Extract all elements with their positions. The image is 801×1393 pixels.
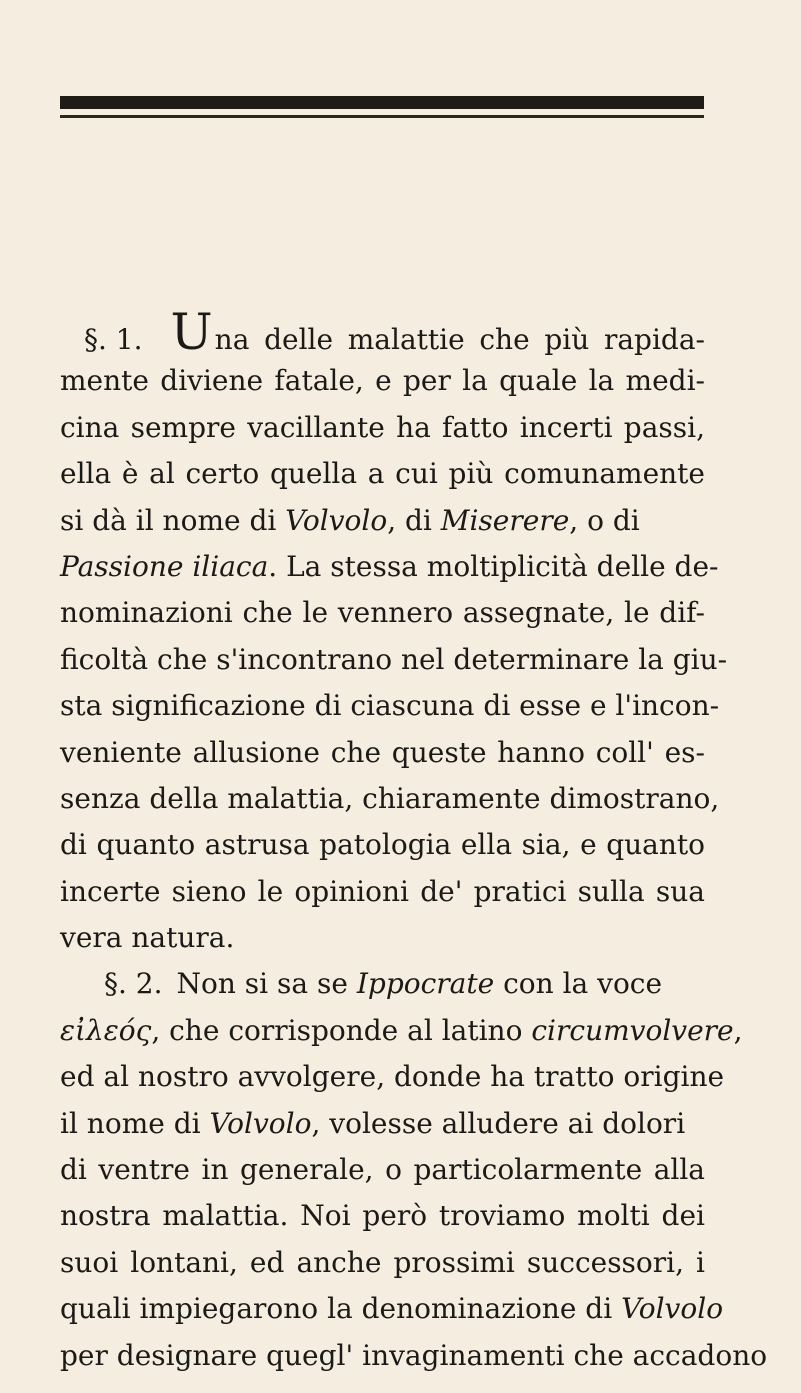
- line-text: quali impiegarono la denominazione di: [60, 1292, 622, 1326]
- line-text: ella è al certo quella a cui più comunamente: [60, 457, 705, 491]
- line-text: , volesse alludere ai dolori: [311, 1106, 686, 1140]
- text-line: [60, 303, 705, 361]
- line-text: veniente allusione che queste hanno coll' es-: [60, 735, 705, 769]
- line-text: senza della malattia, chiaramente dimostrano,: [60, 781, 720, 815]
- text-line: [60, 1333, 768, 1379]
- text-line: [60, 1008, 743, 1054]
- italic-term: Volvolo: [621, 1292, 724, 1326]
- text-line: [60, 869, 705, 915]
- italic-term: Volvolo: [209, 1106, 312, 1140]
- text-line: [60, 1240, 705, 1286]
- section-mark: §. 1.: [84, 323, 143, 356]
- line-text: incerte sieno le opinioni de' pratici sulla sua: [60, 874, 705, 908]
- italic-term: Volvolo: [285, 503, 388, 537]
- line-text: per designare quegl' invaginamenti che accadono: [60, 1338, 768, 1372]
- text-line: [60, 961, 705, 1007]
- line-text: na delle malattie che più rapida-: [214, 323, 705, 356]
- line-text: , che corrisponde al latino: [151, 1013, 532, 1047]
- header-rule-thick: [60, 96, 704, 109]
- text-line: [60, 544, 719, 590]
- line-text: nostra malattia. Noi però troviamo molti dei: [60, 1199, 705, 1233]
- greek-term: εἰλεός: [60, 1013, 152, 1047]
- line-text: vera natura.: [60, 921, 235, 955]
- line-text: . La stessa moltiplicità delle de-: [268, 549, 719, 583]
- text-line: [60, 822, 705, 868]
- line-text: di ventre in generale, o particolarmente alla: [60, 1153, 705, 1187]
- line-text: ed al nostro avvolgere, donde ha tratto origine: [60, 1060, 725, 1094]
- text-line: [60, 1193, 705, 1239]
- text-line: [60, 590, 705, 636]
- text-line: [60, 776, 720, 822]
- line-text: si dà il nome di: [60, 503, 286, 537]
- line-text: di quanto astrusa patologia ella sia, e quanto: [60, 828, 705, 862]
- body-text: [60, 303, 768, 1379]
- line-text: ,: [733, 1013, 743, 1047]
- line-text: suoi lontani, ed anche prossimi successori, i: [60, 1245, 705, 1279]
- text-line: [60, 451, 705, 497]
- text-line: [60, 358, 705, 404]
- text-line: [60, 637, 728, 683]
- italic-term: circumvolvere: [531, 1013, 734, 1047]
- line-text: il nome di: [60, 1106, 210, 1140]
- header-rule-thin: [60, 115, 704, 118]
- line-text: , o di: [569, 503, 640, 537]
- line-text: nominazioni che le vennero assegnate, le dif-: [60, 596, 705, 630]
- text-line: [60, 1147, 705, 1193]
- text-line: [60, 1286, 724, 1332]
- line-text: , di: [387, 503, 441, 537]
- text-line: [60, 498, 705, 544]
- line-text: cina sempre vacillante ha fatto incerti passi,: [60, 410, 705, 444]
- italic-term: Miserere: [440, 503, 570, 537]
- italic-term: Ippocrate: [356, 967, 495, 1001]
- text-line: [60, 1054, 725, 1100]
- text-line: [60, 1101, 705, 1147]
- line-text: sta significazione di ciascuna di esse e l'incon-: [60, 689, 720, 723]
- text-line: [60, 683, 720, 729]
- section-mark: §. 2.: [104, 967, 163, 1001]
- drop-initial: U: [170, 303, 213, 361]
- text-line: [60, 405, 705, 451]
- line-text: ficoltà che s'incontrano nel determinare la giu-: [60, 642, 728, 676]
- line-text: mente diviene fatale, e per la quale la medi-: [60, 364, 705, 398]
- line-text: Non si sa se: [176, 967, 357, 1001]
- text-line: [60, 915, 705, 961]
- line-text: con la voce: [494, 967, 663, 1001]
- italic-term: Passione iliaca: [60, 549, 269, 583]
- text-line: [60, 730, 705, 776]
